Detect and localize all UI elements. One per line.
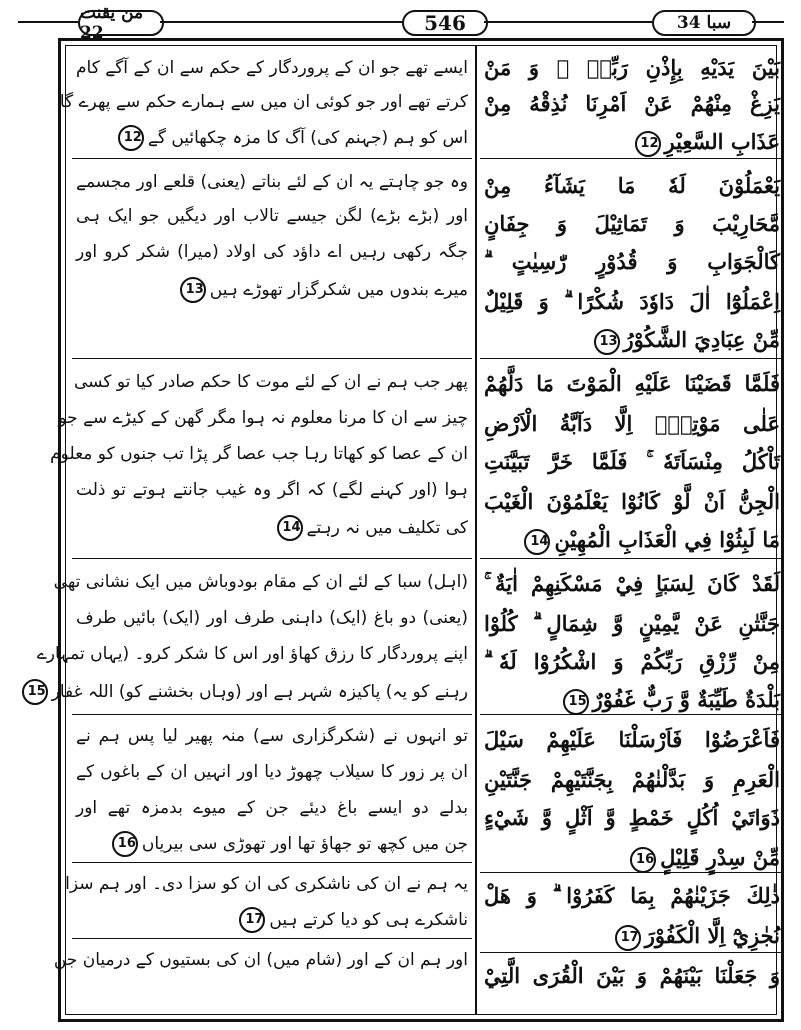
urdu-line-text: پھر جب ہم نے ان کے لئے موت کا حکم صادر کیا تو کسی [73,372,468,392]
arabic-line-text: الْعَرِمِ وَ بَدَّلْنٰهُمْ بِجَنَّتَيْهِمْ جَنَّتَيْنِ [484,767,780,792]
column-separator [475,46,477,1014]
urdu-line-text: ناشکرے ہی کو دیا کرتے ہیں [269,910,468,930]
arabic-line-text: يَزِغْ مِنْهُمْ عَنْ اَمْرِنَا نُذِقْهُ مِنْ [484,91,780,116]
verse-separator-rule [72,862,472,863]
header-rule [752,21,784,23]
arabic-line [484,722,780,762]
urdu-line [58,402,468,436]
verse-separator-rule [480,714,784,715]
urdu-translation-column [27,46,472,1014]
verse-separator-rule [480,872,784,873]
urdu-line [76,200,468,234]
urdu-line-text: کرتے تھے اور جو کوئی ان میں سے ہمارے حکم سے پھرے گا [59,92,468,112]
urdu-line [53,944,468,978]
urdu-line-text: (یعنی) دو باغ (ایک) داہنی طرف اور (ایک) بائیں طرف [76,608,468,628]
arabic-line-text: بَيْنَ يَدَيْهِ بِإِذْنِ رَبِّهٖ ۗ وَ مَنْ [484,55,780,80]
urdu-line [50,438,468,472]
verse-separator-rule [72,938,472,939]
arabic-line [484,606,780,646]
verse-number-marker: 12 [635,131,661,157]
header-rule [160,21,402,23]
urdu-line [76,756,468,790]
arabic-line [484,682,780,722]
arabic-line-text: مَا لَبِثُوْا فِي الْعَذَابِ الْمُهِيْنِ [554,527,780,552]
arabic-line [484,444,780,484]
arabic-line-text: لَقَدْ كَانَ لِسَبَاٍ فِيْ مَسْكَنِهِمْ اٰيَةٌ ۚ [484,571,780,596]
arabic-line-text: ذٰلِكَ جَزَيْنٰهُمْ بِمَا كَفَرُوْا ۗ وَ هَلْ [484,883,780,908]
arabic-line-text: نُجٰزِيْٓ اِلَّا الْكَفُوْرَ [644,923,780,948]
verse-separator-rule [72,714,472,715]
arabic-line-text: يَعْمَلُوْنَ لَهٗ مَا يَشَآءُ مِنْ [484,173,780,198]
urdu-line [76,720,468,754]
urdu-line-text: رہنے کو یہ) پاکیزہ شہر ہے اور (وہاں بخشنے کو) اللہ غفار [51,682,468,702]
arabic-line-text: فَلَمَّا قَضَيْنَا عَلَيْهِ الْمَوْتَ مَا دَلَّهُمْ [484,371,780,396]
verse-number-marker: 17 [239,907,265,933]
urdu-line [76,274,468,308]
verse-number-marker: 16 [630,847,656,873]
arabic-line [484,244,780,284]
arabic-line-text: ذَوَاتَيْ اُكُلٍ خَمْطٍ وَّ اَثْلٍ وَّ شَيْءٍ [484,805,780,830]
arabic-line-text: مِّنْ سِدْرٍ قَلِيْلٍ [660,845,780,870]
arabic-line [484,566,780,606]
urdu-line [76,602,468,636]
verse-number-marker: 12 [118,125,144,151]
urdu-line-text: ہوا (اور کہنے لگے) کہ اگر وہ غیب جانتے ہوتے تو ذلت [76,480,468,500]
verse-separator-rule [480,952,784,953]
arabic-line-text: مِّنْ عِبَادِيَ الشَّكُوْرُ [623,327,780,352]
verse-number-marker: 13 [594,329,620,355]
arabic-text-column [480,46,784,1014]
urdu-line-text: میرے بندوں میں شکرگزار تھوڑے ہیں [209,280,468,300]
arabic-line-text: اِعْمَلُوْٓا اٰلَ دَاوٗدَ شُكْرًا ۗ وَ قَلِيْلٌ [484,289,780,314]
arabic-line-text: الْجِنُّ اَنْ لَّوْ كَانُوْا يَعْلَمُوْنَ الْغَيْبَ [484,489,780,514]
urdu-line [65,868,468,902]
urdu-line-text: اور ہم ان کے اور (شام میں) ان کی بستیوں کے درمیان جن [53,950,468,970]
arabic-line-text: عَلٰى مَوْتِهٖٓ اِلَّا دَآبَّةُ الْاَرْضِ [484,411,780,436]
urdu-line-text: بدلے دو ایسے باغ دیئے جن کے میوے بدمزہ تھے اور [76,798,468,818]
urdu-line [76,512,468,546]
arabic-line-text: تَاْكُلُ مِنْسَاَتَهٗ ۚ فَلَمَّا خَرَّ تَبَيَّنَتِ [484,449,780,474]
urdu-line [76,474,468,508]
arabic-line [484,366,780,406]
verse-separator-rule [480,558,784,559]
urdu-line [27,676,468,710]
urdu-line [76,828,468,862]
verse-number-marker: 17 [615,925,641,951]
arabic-line-text: بَلْدَةٌ طَيِّبَةٌ وَّ رَبٌّ غَفُوْرٌ [592,687,780,712]
arabic-line [484,322,780,362]
urdu-line-text: تو انہوں نے (شکرگزاری سے) منہ پھیر لیا پس ہم نے [76,726,468,746]
arabic-line [484,522,780,562]
arabic-line-text: مِنْ رِّزْقِ رَبِّكُمْ وَ اشْكُرُوْا لَهٗ ۗ [484,649,780,674]
urdu-line-text: چیز سے ان کا مرنا معلوم نہ ہوا مگر گھن کے کیڑے سے جو [58,408,468,428]
arabic-line [484,878,780,918]
urdu-line [76,166,468,200]
urdu-line-text: اپنے پروردگار کا رزق کھاؤ اور اس کا شکر کرو۔ (یہاں تمہارے [36,644,468,664]
urdu-line [76,122,468,156]
header-rule [18,21,78,23]
verse-number-marker: 14 [277,515,303,541]
urdu-line [76,904,468,938]
urdu-line [76,792,468,826]
urdu-line-text: جگہ رکھی رہیں اے داؤد کی اولاد (میرا) شکر کرو اور [76,242,468,262]
arabic-line-text: وَ جَعَلْنَا بَيْنَهُمْ وَ بَيْنَ الْقُرَى الَّتِيْ [484,963,780,988]
text-frame [27,38,784,1022]
arabic-line [484,406,780,446]
urdu-line [76,52,468,86]
urdu-line [53,566,468,600]
arabic-line [484,840,780,880]
juz-label: من یقنت 22 [78,10,164,36]
arabic-line-text: كَالْجَوَابِ وَ قُدُوْرٍ رّٰسِيٰتٍ ۗ [484,249,780,274]
verse-separator-rule [480,158,784,159]
arabic-line-text: مَّحَارِيْبَ وَ تَمَاثِيْلَ وَ جِفَانٍ [484,211,780,236]
page-header [18,3,784,43]
header-rule [484,21,652,23]
quran-page [18,3,784,1020]
verse-number-marker: 14 [524,529,550,555]
arabic-line [484,644,780,684]
arabic-line [484,284,780,324]
arabic-line-text: فَاَعْرَضُوْا فَاَرْسَلْنَا عَلَيْهِمْ سَيْلَ [484,727,780,752]
arabic-line [484,168,780,208]
urdu-line-text: یہ ہم نے ان کی ناشکری کی ان کو سزا دی۔ اور ہم سزا [65,874,468,894]
urdu-line [36,638,468,672]
arabic-line [484,206,780,246]
urdu-line-text: اور (بڑے بڑے) لگن جیسے تالاب اور دیگیں جو ایک ہی [76,206,468,226]
arabic-line [484,484,780,524]
verse-separator-rule [72,158,472,159]
urdu-line-text: کی تکلیف میں نہ رہتے [306,518,468,538]
verse-separator-rule [72,358,472,359]
urdu-line-text: (اہل) سبا کے لئے ان کے مقام بودوباش میں ایک نشانی تھی [53,572,468,592]
verse-separator-rule [72,558,472,559]
urdu-line-text: جن میں کچھ تو جھاؤ تھا اور تھوڑی سی بیریاں [141,834,468,854]
surah-label: سبا 34 [652,10,756,36]
page-number: 546 [402,10,488,36]
urdu-line [59,86,468,120]
arabic-line [484,762,780,802]
urdu-line-text: ایسے تھے جو ان کے پروردگار کے حکم سے ان کے آگے کام [76,58,468,78]
text-frame-inner [27,45,780,1015]
urdu-line [73,366,468,400]
urdu-line-text: اس کو ہم (جہنم کی) آگ کا مزہ چکھائیں گے [147,128,468,148]
verse-separator-rule [480,358,784,359]
arabic-line [484,86,780,126]
verse-number-marker: 15 [563,689,589,715]
arabic-line [484,800,780,840]
urdu-line-text: ان پر زور کا سیلاب چھوڑ دیا اور انہیں ان کے باغوں کے [76,762,468,782]
urdu-line-text: ان کے عصا کو کھاتا رہا جب عصا گر پڑا تب جنوں کو معلوم [50,444,468,464]
arabic-line [484,50,780,90]
urdu-line-text: وہ جو چاہتے یہ ان کے لئے بناتے (یعنی) قلعے اور مجسمے [76,172,468,192]
verse-number-marker: 13 [180,277,206,303]
arabic-line-text: عَذَابِ السَّعِيْرِ [664,129,780,154]
arabic-line-text: جَنَّتٰنِ عَنْ يَّمِيْنٍ وَّ شِمَالٍ ۗ كُلُوْا [484,611,780,636]
verse-number-marker: 15 [22,679,48,705]
verse-number-marker: 16 [112,831,138,857]
urdu-line [76,236,468,270]
arabic-line [484,958,780,998]
